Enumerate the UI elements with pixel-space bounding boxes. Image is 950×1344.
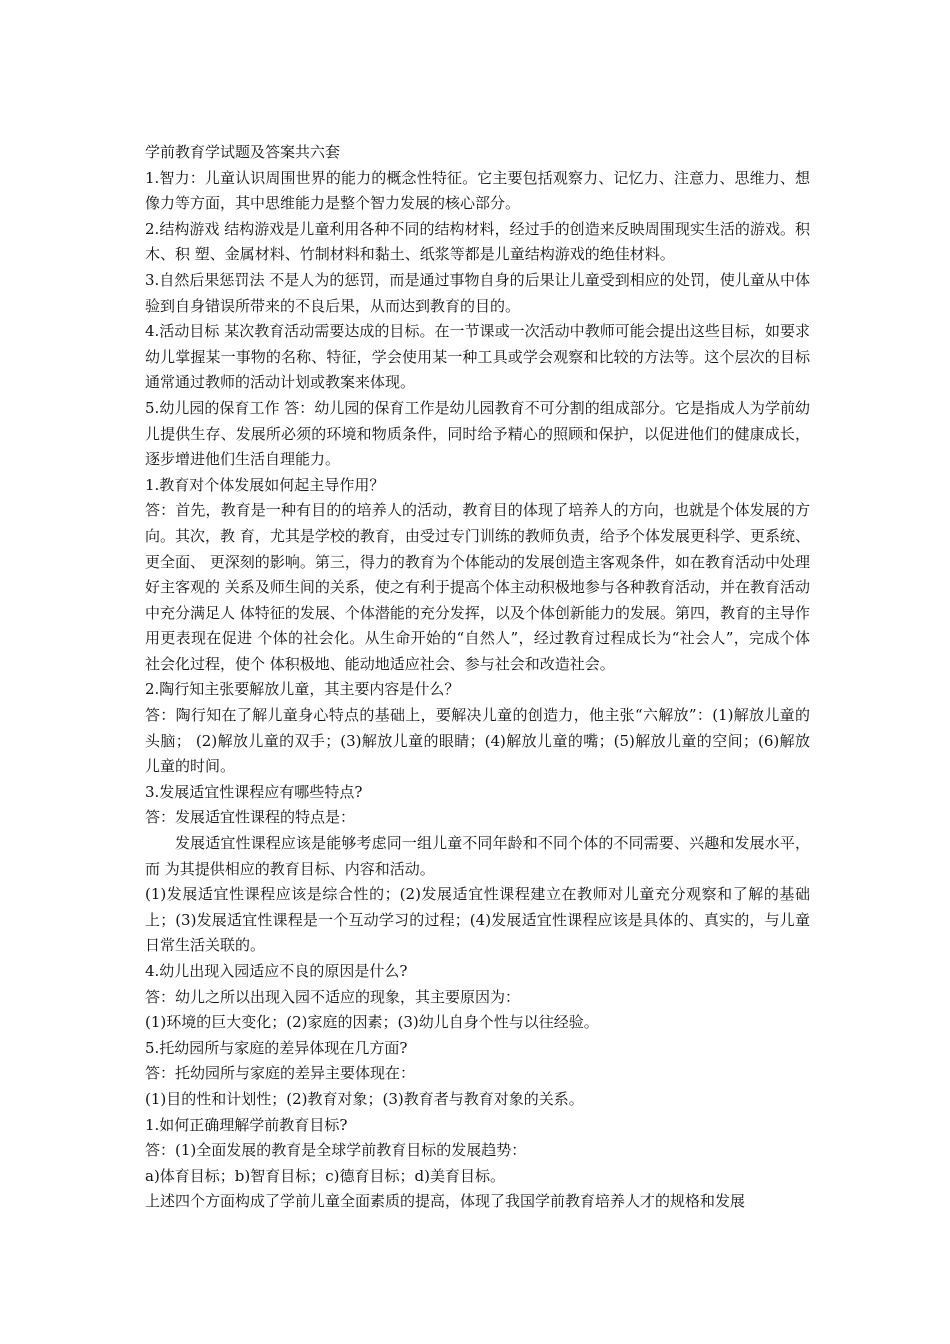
paragraph-definition-natural-consequence: 3.自然后果惩罚法 不是人为的惩罚，而是通过事物自身的后果让儿童受到相应的处罚，使儿童从中体验到自身错误所带来的不良后果，从而达到教育的目的。 [145,270,810,315]
answer-dap-curriculum-list: (1)发展适宜性课程应该是综合性的；(2)发展适宜性课程建立在教师对儿童充分观察和了解的基础上；(3)发展适宜性课程是一个互动学习的过程；(4)发展适宜性课程应该是具体的、真实的，与儿童日常生活关联的。 [145,885,810,955]
answer-kindergarten-family-list: (1)目的性和计划性；(2)教育对象；(3)教育者与教育对象的关系。 [145,1089,584,1108]
answer-tao-xingzhi: 答：陶行知在了解儿童身心特点的基础上，要解决儿童的创造力，他主张“六解放”：(1)解放儿童的头脑； (2)解放儿童的双手；(3)解放儿童的眼睛；(4)解放儿童的嘴；(5)解放儿童的空间；(6)解放儿童的时间。 [145,706,810,776]
document-title: 学前教育学试题及答案共六套 [145,143,341,161]
question-dap-curriculum: 3.发展适宜性课程应有哪些特点? [145,782,363,801]
document-page [145,140,810,1215]
paragraph-definition-construction-play: 2.结构游戏 结构游戏是儿童利用各种不同的结构材料，经过手的创造来反映周围现实生活的游戏。积木、积 塑、金属材料、竹制材料和黏土、纸浆等都是儿童结构游戏的绝佳材料。 [145,219,810,264]
question-education-leading-role: 1.教育对个体发展如何起主导作用？ [145,475,385,494]
answer-preschool-goals-summary: 上述四个方面构成了学前儿童全面素质的提高，体现了我国学前教育培养人才的规格和发展 [145,1192,746,1211]
question-kindergarten-family-difference: 5.托幼园所与家庭的差异体现在几方面? [145,1038,408,1057]
answer-dap-curriculum-body: 发展适宜性课程应该是能够考虑同一组儿童不同年龄和不同个体的不同需要、兴趣和发展水平，而 为其提供相应的教育目标、内容和活动。 [145,834,810,878]
paragraph-definition-care-work: 5.幼儿园的保育工作 答：幼儿园的保育工作是幼儿园教育不可分割的组成部分。它是指成人为学前幼儿提供生存、发展所必须的环境和物质条件，同时给予精心的照顾和保护，以促进他们的健康成长，逐步增进他们生活自理能力。 [145,398,810,469]
answer-dap-curriculum-intro: 答：发展适宜性课程的特点是： [145,808,356,827]
paragraph-definition-activity-goal: 4.活动目标 某次教育活动需要达成的目标。在一节课或一次活动中教师可能会提出这些目标，如要求幼儿掌握某一事物的名称、特征，学会使用某一种工具或学会观察和比较的方法等。这个层次的目标通常通过教师的活动计划或教案来体现。 [145,322,810,392]
answer-enrollment-adaptation-intro: 答：幼儿之所以出现入园不适应的现象，其主要原因为： [145,987,521,1006]
answer-preschool-goals-intro: 答：(1)全面发展的教育是全球学前教育目标的发展趋势： [145,1141,527,1160]
answer-preschool-goals-list: a)体育目标；b)智育目标；c)德育目标；d)美育目标。 [145,1166,505,1185]
paragraph-definition-intelligence: 1.智力：儿童认识周围世界的能力的概念性特征。它主要包括观察力、记忆力、注意力、思维力、想像力等方面，其中思维能力是整个智力发展的核心部分。 [145,168,810,213]
question-preschool-goals: 1.如何正确理解学前教育目标? [145,1115,348,1134]
answer-kindergarten-family-intro: 答：托幼园所与家庭的差异主要体现在： [145,1064,416,1083]
question-tao-xingzhi: 2.陶行知主张要解放儿童，其主要内容是什么？ [145,680,460,699]
answer-enrollment-adaptation-list: (1)环境的巨大变化；(2)家庭的因素；(3)幼儿自身个性与以往经验。 [145,1013,599,1032]
answer-education-leading-role: 答：首先，教育是一种有目的的培养人的活动，教育目的体现了培养人的方向，也就是个体发展的方向。其次，教 育，尤其是学校的教育，由受过专门训练的教师负责，给予个体发展更科学、更系统、更全面、 更深刻的影响。第三，得力的教育为个体能动的发展创造主客观条件，如在教育活动中处理好主客观的 关系及师生间的关系，使之有利于提高个体主动积极地参与各种教育活动，并在教育活动中充分满足人 体特征的发展、个体潜能的充分发挥，以及个体创新能力的发展。第四，教育的主导作用更表现在促进 个体的社会化。从生命开始的“自然人”，经过教育过程成长为“社会人”，完成个体社会化过程，使个 体积极地、能动地适应社会、参与社会和改造社会。 [145,501,810,673]
question-enrollment-adaptation: 4.幼儿出现入园适应不良的原因是什么? [145,962,408,980]
